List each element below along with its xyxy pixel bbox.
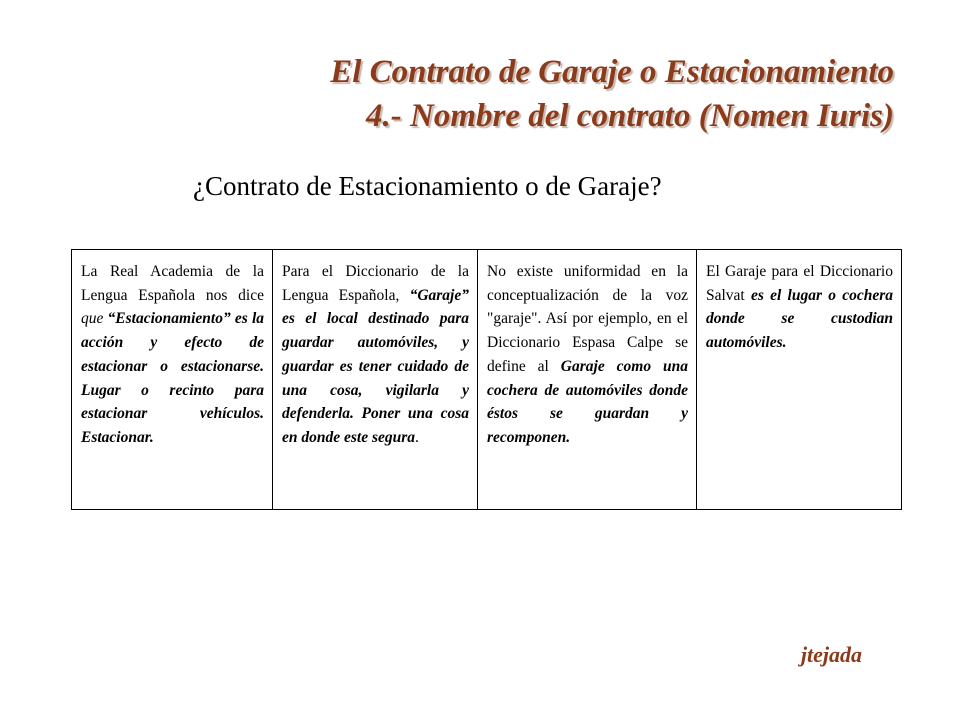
salvat-intro: El Garaje para el Diccionario Salvat [706, 263, 893, 304]
title-line-1: El Contrato de Garaje o Estacionamiento [330, 54, 894, 90]
rae-intro: La Real Academia de la Lengua Española nos dice [81, 263, 264, 304]
author-footer: jtejada [800, 642, 862, 667]
espasa-term: Garaje [560, 357, 605, 375]
definition-cell-diccionario [273, 250, 478, 510]
espasa-intro: No existe uniformidad en la conceptualización de la voz "garaje". Así por ejemplo, en el Diccionario Espasa Calpe se define al [487, 263, 688, 375]
rae-definition: es la acción y efecto de estacionar o estacionarse. Lugar o recinto para estacionar vehículos. Estacionar. [81, 310, 265, 446]
definition-cell-espasa [478, 250, 697, 510]
slide-title [330, 50, 894, 138]
definition-cell-rae [72, 250, 273, 510]
rae-term: “Estacionamiento” [103, 310, 235, 328]
definition-cell-salvat [697, 250, 902, 510]
slide-subtitle: ¿Contrato de Estacionamiento o de Garaje? [193, 171, 662, 201]
diccionario-end: . [415, 428, 419, 446]
diccionario-intro: Para el Diccionario de la Lengua Española, [282, 263, 469, 304]
title-line-2: 4.- Nombre del contrato (Nomen Iuris) [366, 98, 894, 134]
salvat-definition: es el lugar o cochera donde se custodian automóviles. [706, 286, 893, 352]
table-row [72, 250, 902, 510]
diccionario-definition: “Garaje” es el local destinado para guardar automóviles, y guardar es tener cuidado de una cosa, vigilarla y defenderla. Poner una cosa en donde este segura [282, 286, 469, 446]
rae-que: que [81, 310, 104, 328]
espasa-definition: como una cochera de automóviles donde éstos se guardan y recomponen. [487, 357, 688, 446]
definitions-table [71, 249, 902, 510]
